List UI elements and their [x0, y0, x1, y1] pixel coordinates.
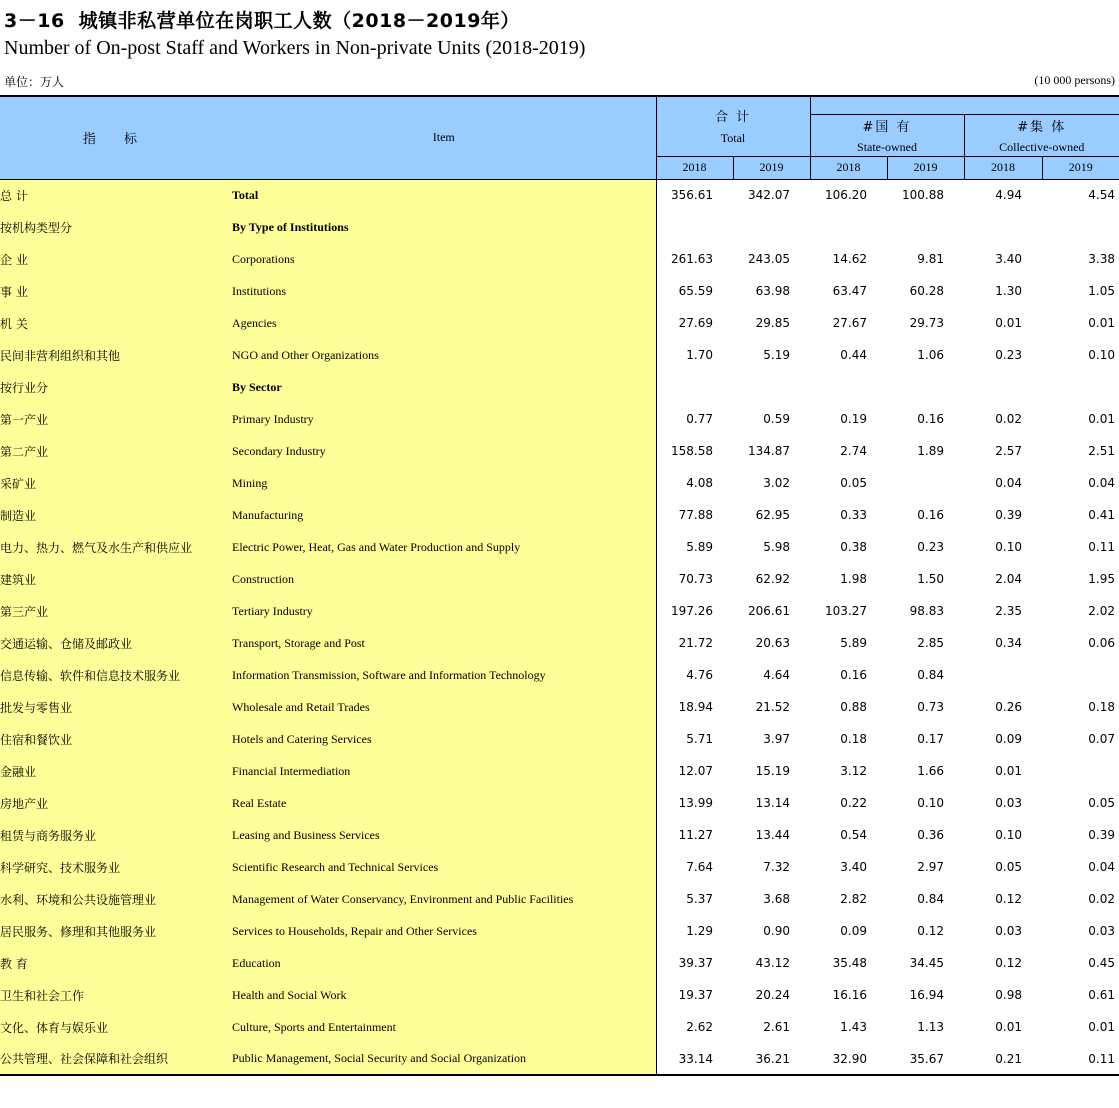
value-cell: 0.18: [810, 723, 887, 755]
row-label-en: Manufacturing: [232, 499, 656, 531]
value-cell: 62.95: [733, 499, 810, 531]
row-label-cn: 科学研究、技术服务业: [0, 851, 232, 883]
row-label-cn: 水利、环境和公共设施管理业: [0, 883, 232, 915]
row-label-cn: 机 关: [0, 307, 232, 339]
table-row: [0, 659, 1119, 691]
row-label-cn: 交通运输、仓储及邮政业: [0, 627, 232, 659]
value-cell: 15.19: [733, 755, 810, 787]
value-cell: 0.18: [1042, 691, 1119, 723]
table-row: [0, 1011, 1119, 1043]
value-cell: 0.19: [810, 403, 887, 435]
table-row: [0, 819, 1119, 851]
value-cell: [810, 371, 887, 403]
value-cell: 27.69: [656, 307, 733, 339]
value-cell: [733, 371, 810, 403]
value-cell: 65.59: [656, 275, 733, 307]
value-cell: 261.63: [656, 243, 733, 275]
value-cell: 0.10: [964, 531, 1042, 563]
value-cell: 0.04: [1042, 467, 1119, 499]
value-cell: 1.66: [887, 755, 964, 787]
value-cell: 13.14: [733, 787, 810, 819]
value-cell: 5.89: [656, 531, 733, 563]
value-cell: 1.89: [887, 435, 964, 467]
value-cell: 0.12: [887, 915, 964, 947]
value-cell: [964, 659, 1042, 691]
row-label-cn: 第一产业: [0, 403, 232, 435]
value-cell: 0.44: [810, 339, 887, 371]
value-cell: 0.05: [810, 467, 887, 499]
value-cell: 2.57: [964, 435, 1042, 467]
row-label-en: Hotels and Catering Services: [232, 723, 656, 755]
value-cell: 0.77: [656, 403, 733, 435]
header-coll-cn: #集 体: [1017, 119, 1067, 135]
value-cell: 13.99: [656, 787, 733, 819]
header-item: Item: [232, 96, 656, 179]
value-cell: 0.54: [810, 819, 887, 851]
table-row: [0, 275, 1119, 307]
value-cell: 134.87: [733, 435, 810, 467]
value-cell: 36.21: [733, 1043, 810, 1075]
value-cell: 0.01: [964, 755, 1042, 787]
header-state-cn: #国 有: [862, 119, 912, 135]
value-cell: 16.94: [887, 979, 964, 1011]
table-row: [0, 563, 1119, 595]
row-label-en: Scientific Research and Technical Services: [232, 851, 656, 883]
value-cell: 21.72: [656, 627, 733, 659]
table-row: [0, 243, 1119, 275]
table-row: [0, 1043, 1119, 1075]
value-cell: 4.64: [733, 659, 810, 691]
value-cell: 1.13: [887, 1011, 964, 1043]
table-row: [0, 435, 1119, 467]
row-label-en: Financial Intermediation: [232, 755, 656, 787]
value-cell: 27.67: [810, 307, 887, 339]
value-cell: 7.64: [656, 851, 733, 883]
value-cell: 0.61: [1042, 979, 1119, 1011]
value-cell: 0.12: [964, 947, 1042, 979]
value-cell: 2.61: [733, 1011, 810, 1043]
value-cell: [656, 371, 733, 403]
value-cell: [964, 371, 1042, 403]
value-cell: 2.62: [656, 1011, 733, 1043]
table-row: [0, 915, 1119, 947]
value-cell: 243.05: [733, 243, 810, 275]
value-cell: 0.10: [1042, 339, 1119, 371]
row-label-en: Education: [232, 947, 656, 979]
value-cell: 4.94: [964, 179, 1042, 211]
value-cell: [887, 371, 964, 403]
row-label-cn: 总 计: [0, 179, 232, 211]
row-label-en: Corporations: [232, 243, 656, 275]
value-cell: 0.02: [1042, 883, 1119, 915]
table-row: [0, 531, 1119, 563]
header-year: 2019: [887, 156, 964, 179]
value-cell: 0.84: [887, 883, 964, 915]
row-label-en: Construction: [232, 563, 656, 595]
row-label-en: Transport, Storage and Post: [232, 627, 656, 659]
row-label-en: Services to Households, Repair and Other Services: [232, 915, 656, 947]
value-cell: 35.67: [887, 1043, 964, 1075]
value-cell: 0.05: [1042, 787, 1119, 819]
value-cell: 1.98: [810, 563, 887, 595]
table-row: [0, 691, 1119, 723]
header-spacer-coll: [964, 96, 1119, 114]
value-cell: [733, 211, 810, 243]
value-cell: 12.07: [656, 755, 733, 787]
row-label-en: Mining: [232, 467, 656, 499]
value-cell: 0.41: [1042, 499, 1119, 531]
value-cell: 0.34: [964, 627, 1042, 659]
row-label-cn: 房地产业: [0, 787, 232, 819]
header-year: 2018: [810, 156, 887, 179]
value-cell: 16.16: [810, 979, 887, 1011]
value-cell: 0.09: [810, 915, 887, 947]
row-label-cn: 制造业: [0, 499, 232, 531]
value-cell: 0.01: [964, 1011, 1042, 1043]
table-row: [0, 883, 1119, 915]
header-year: 2018: [964, 156, 1042, 179]
row-label-cn: 卫生和社会工作: [0, 979, 232, 1011]
unit-label-cn: 单位：万人: [4, 75, 65, 89]
value-cell: 4.54: [1042, 179, 1119, 211]
value-cell: 5.37: [656, 883, 733, 915]
value-cell: 5.19: [733, 339, 810, 371]
value-cell: [887, 211, 964, 243]
value-cell: 4.08: [656, 467, 733, 499]
value-cell: 0.21: [964, 1043, 1042, 1075]
row-label-cn: 企 业: [0, 243, 232, 275]
value-cell: 0.04: [964, 467, 1042, 499]
value-cell: 13.44: [733, 819, 810, 851]
value-cell: 0.16: [887, 499, 964, 531]
value-cell: 197.26: [656, 595, 733, 627]
header-coll-en: Collective-owned: [999, 139, 1085, 154]
table-row: [0, 755, 1119, 787]
header-total-en: Total: [720, 131, 746, 146]
value-cell: 3.12: [810, 755, 887, 787]
row-label-cn: 居民服务、修理和其他服务业: [0, 915, 232, 947]
value-cell: 100.88: [887, 179, 964, 211]
table-row: [0, 627, 1119, 659]
value-cell: 0.39: [964, 499, 1042, 531]
value-cell: 3.68: [733, 883, 810, 915]
row-label-en: Real Estate: [232, 787, 656, 819]
table-row: [0, 595, 1119, 627]
value-cell: 1.70: [656, 339, 733, 371]
value-cell: [1042, 211, 1119, 243]
value-cell: 0.84: [887, 659, 964, 691]
header-total-cn: 合 计: [714, 110, 752, 126]
row-label-en: Health and Social Work: [232, 979, 656, 1011]
value-cell: 3.97: [733, 723, 810, 755]
row-label-cn: 事 业: [0, 275, 232, 307]
table-row: [0, 403, 1119, 435]
value-cell: 5.98: [733, 531, 810, 563]
value-cell: 7.32: [733, 851, 810, 883]
value-cell: 0.03: [964, 915, 1042, 947]
value-cell: 43.12: [733, 947, 810, 979]
value-cell: 0.05: [964, 851, 1042, 883]
row-label-cn: 第三产业: [0, 595, 232, 627]
value-cell: 3.38: [1042, 243, 1119, 275]
value-cell: 35.48: [810, 947, 887, 979]
row-label-en: Tertiary Industry: [232, 595, 656, 627]
row-label-cn: 金融业: [0, 755, 232, 787]
header-state-group: [810, 114, 964, 156]
row-label-en: Institutions: [232, 275, 656, 307]
unit-label-en: (10 000 persons): [1034, 73, 1115, 87]
table-row: [0, 979, 1119, 1011]
value-cell: [1042, 371, 1119, 403]
value-cell: 0.01: [1042, 307, 1119, 339]
value-cell: 0.17: [887, 723, 964, 755]
value-cell: 0.10: [964, 819, 1042, 851]
value-cell: 62.92: [733, 563, 810, 595]
value-cell: 0.03: [1042, 915, 1119, 947]
value-cell: 5.71: [656, 723, 733, 755]
value-cell: 20.63: [733, 627, 810, 659]
value-cell: 0.33: [810, 499, 887, 531]
row-label-cn: 民间非营利组织和其他: [0, 339, 232, 371]
value-cell: 2.74: [810, 435, 887, 467]
value-cell: [810, 211, 887, 243]
row-label-en: Agencies: [232, 307, 656, 339]
row-label-en: Leasing and Business Services: [232, 819, 656, 851]
value-cell: 0.11: [1042, 531, 1119, 563]
value-cell: 14.62: [810, 243, 887, 275]
header-spacer-state: [810, 96, 964, 114]
value-cell: 3.02: [733, 467, 810, 499]
value-cell: 0.09: [964, 723, 1042, 755]
value-cell: 1.06: [887, 339, 964, 371]
value-cell: 342.07: [733, 179, 810, 211]
value-cell: 29.73: [887, 307, 964, 339]
value-cell: 77.88: [656, 499, 733, 531]
row-label-en: Electric Power, Heat, Gas and Water Production and Supply: [232, 531, 656, 563]
row-label-en: Wholesale and Retail Trades: [232, 691, 656, 723]
table-row: [0, 467, 1119, 499]
value-cell: 2.97: [887, 851, 964, 883]
table-header: [0, 96, 1119, 179]
value-cell: 0.01: [1042, 1011, 1119, 1043]
header-year: 2019: [1042, 156, 1119, 179]
table-row: [0, 179, 1119, 211]
value-cell: 158.58: [656, 435, 733, 467]
value-cell: 0.03: [964, 787, 1042, 819]
page-title-cn: [4, 6, 520, 33]
row-label-en: Primary Industry: [232, 403, 656, 435]
value-cell: 2.85: [887, 627, 964, 659]
value-cell: 0.23: [887, 531, 964, 563]
value-cell: 0.23: [964, 339, 1042, 371]
value-cell: 0.98: [964, 979, 1042, 1011]
row-label-en: Culture, Sports and Entertainment: [232, 1011, 656, 1043]
value-cell: 0.22: [810, 787, 887, 819]
value-cell: 0.26: [964, 691, 1042, 723]
row-label-en: Secondary Industry: [232, 435, 656, 467]
row-label-cn: 住宿和餐饮业: [0, 723, 232, 755]
header-year: 2018: [656, 156, 733, 179]
value-cell: 103.27: [810, 595, 887, 627]
value-cell: 34.45: [887, 947, 964, 979]
table-row: [0, 499, 1119, 531]
value-cell: 5.89: [810, 627, 887, 659]
value-cell: 0.59: [733, 403, 810, 435]
row-label-en: Public Management, Social Security and Social Organization: [232, 1043, 656, 1075]
value-cell: [1042, 659, 1119, 691]
header-indicator: 指 标: [0, 96, 232, 179]
value-cell: 1.50: [887, 563, 964, 595]
title-cn-text: 城镇非私营单位在岗职工人数（2018－2019年）: [78, 10, 520, 32]
value-cell: 11.27: [656, 819, 733, 851]
value-cell: 0.16: [887, 403, 964, 435]
table-body: [0, 179, 1119, 1075]
value-cell: 2.82: [810, 883, 887, 915]
value-cell: [656, 211, 733, 243]
value-cell: 3.40: [810, 851, 887, 883]
value-cell: 33.14: [656, 1043, 733, 1075]
header-year: 2019: [733, 156, 810, 179]
row-label-en: Management of Water Conservancy, Environment and Public Facilities: [232, 883, 656, 915]
value-cell: [964, 211, 1042, 243]
header-coll-group: [964, 114, 1119, 156]
value-cell: 29.85: [733, 307, 810, 339]
page-title-en: Number of On-post Staff and Workers in Non-private Units (2018-2019): [4, 37, 586, 59]
row-label-cn: 租赁与商务服务业: [0, 819, 232, 851]
value-cell: 32.90: [810, 1043, 887, 1075]
value-cell: 0.38: [810, 531, 887, 563]
value-cell: 98.83: [887, 595, 964, 627]
row-label-cn: 第二产业: [0, 435, 232, 467]
value-cell: 0.04: [1042, 851, 1119, 883]
value-cell: 0.11: [1042, 1043, 1119, 1075]
table-row: [0, 787, 1119, 819]
table-row: [0, 947, 1119, 979]
value-cell: 0.07: [1042, 723, 1119, 755]
table-row: [0, 851, 1119, 883]
value-cell: 39.37: [656, 947, 733, 979]
value-cell: 0.01: [964, 307, 1042, 339]
value-cell: 0.90: [733, 915, 810, 947]
row-label-cn: 按机构类型分: [0, 211, 232, 243]
value-cell: 60.28: [887, 275, 964, 307]
row-label-cn: 信息传输、软件和信息技术服务业: [0, 659, 232, 691]
value-cell: 0.01: [1042, 403, 1119, 435]
row-label-cn: 按行业分: [0, 371, 232, 403]
row-label-cn: 公共管理、社会保障和社会组织: [0, 1043, 232, 1075]
value-cell: 2.35: [964, 595, 1042, 627]
row-label-en: Information Transmission, Software and Information Technology: [232, 659, 656, 691]
value-cell: [887, 467, 964, 499]
value-cell: 63.98: [733, 275, 810, 307]
table-row: [0, 371, 1119, 403]
value-cell: 1.30: [964, 275, 1042, 307]
row-label-en: By Sector: [232, 371, 656, 403]
row-label-en: NGO and Other Organizations: [232, 339, 656, 371]
value-cell: 4.76: [656, 659, 733, 691]
value-cell: 0.16: [810, 659, 887, 691]
value-cell: 206.61: [733, 595, 810, 627]
value-cell: 1.05: [1042, 275, 1119, 307]
value-cell: 3.40: [964, 243, 1042, 275]
value-cell: 0.06: [1042, 627, 1119, 659]
value-cell: [1042, 755, 1119, 787]
value-cell: 21.52: [733, 691, 810, 723]
header-total-group: [656, 96, 810, 156]
value-cell: 0.02: [964, 403, 1042, 435]
table-number: 3－16: [4, 10, 65, 32]
value-cell: 63.47: [810, 275, 887, 307]
row-label-cn: 电力、热力、燃气及水生产和供应业: [0, 531, 232, 563]
value-cell: 20.24: [733, 979, 810, 1011]
value-cell: 2.04: [964, 563, 1042, 595]
value-cell: 2.02: [1042, 595, 1119, 627]
row-label-cn: 建筑业: [0, 563, 232, 595]
row-label-cn: 文化、体育与娱乐业: [0, 1011, 232, 1043]
value-cell: 1.43: [810, 1011, 887, 1043]
header-state-en: State-owned: [857, 139, 917, 154]
value-cell: 0.39: [1042, 819, 1119, 851]
row-label-cn: 采矿业: [0, 467, 232, 499]
value-cell: 18.94: [656, 691, 733, 723]
table-row: [0, 723, 1119, 755]
value-cell: 1.29: [656, 915, 733, 947]
value-cell: 0.12: [964, 883, 1042, 915]
row-label-en: By Type of Institutions: [232, 211, 656, 243]
row-label-cn: 批发与零售业: [0, 691, 232, 723]
value-cell: 19.37: [656, 979, 733, 1011]
table-row: [0, 211, 1119, 243]
value-cell: 356.61: [656, 179, 733, 211]
row-label-cn: 教 育: [0, 947, 232, 979]
table-row: [0, 339, 1119, 371]
table-row: [0, 307, 1119, 339]
value-cell: 0.73: [887, 691, 964, 723]
value-cell: 0.88: [810, 691, 887, 723]
value-cell: 70.73: [656, 563, 733, 595]
value-cell: 9.81: [887, 243, 964, 275]
row-label-en: Total: [232, 179, 656, 211]
value-cell: 0.10: [887, 787, 964, 819]
value-cell: 0.45: [1042, 947, 1119, 979]
value-cell: 1.95: [1042, 563, 1119, 595]
value-cell: 106.20: [810, 179, 887, 211]
data-table: [0, 95, 1119, 1076]
value-cell: 2.51: [1042, 435, 1119, 467]
value-cell: 0.36: [887, 819, 964, 851]
